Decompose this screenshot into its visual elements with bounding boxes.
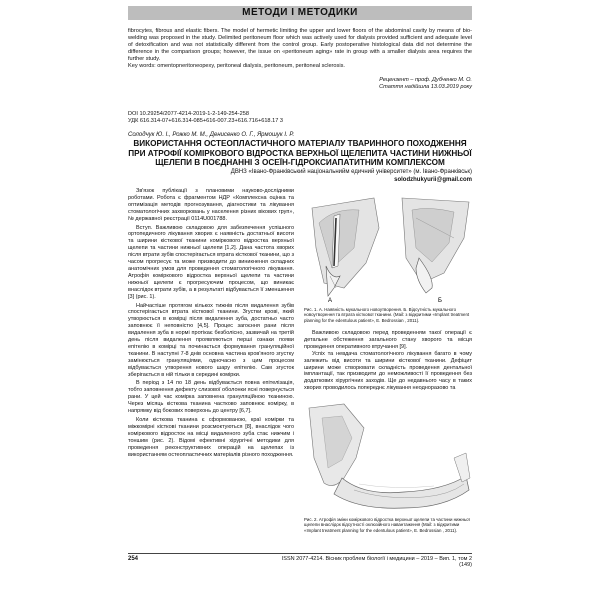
received-date: Стаття надійшла 13.03.2019 року (379, 84, 472, 90)
figure-1-illustration (304, 188, 474, 306)
paragraph: Вступ. Важливою складовою для забезпечення успішного ортопедичного лікування хворих є наявність достатньої висоти та ширини кісткової тканини коміркового відростка верхньої щелепи та частини нижньої щелепи [1,2]. Дана частота хворих після втрати зубів спостерігається втрата кісткової тканини, що з часом прогресує та може призводити до виникнення складних анатомічних умов для проведення стоматологічного лікування. Атрофія коміркового відростка верхньої щелепи та частини нижньої щелепи є прогресуючим процесом, що виникає внаслідок втрати зубів, а в результаті відбувається її зменшення [3] (рис. 1). (128, 224, 294, 300)
right-column (304, 330, 472, 392)
author-email: solodzhukyurii@gmail.com (394, 177, 472, 183)
section-header: МЕТОДИ І МЕТОДИКИ (128, 6, 472, 20)
paragraph: Зв'язок публікації з плановими науково-дослідними роботами. Робота є фрагментом НДР «Комплексна оцінка та оптимізація методів прогнозування, діагностики та лікування стоматологічних захворювань у населення різних вікових груп», № державної реєстрації 0114U001788. (128, 188, 294, 222)
udc: УДК 616.314-07+616.314-085+616-007.23+616.716+618.17 3 (128, 118, 283, 124)
page-number: 254 (128, 556, 139, 562)
figure-1a-label: А (328, 298, 333, 304)
figure-2-mandible-illustration (304, 398, 474, 513)
figure-1-caption: Рис. 1. А. Наявність мукального новоутворення. Б. Відсутність мукального новоутворення та втрата кісткової тканини. (Маil: з відкритими «Implant treatment planning for the edentulous patient», E. Bedrossian , 2011). (304, 307, 470, 323)
paragraph: Успіх та невдача стоматологічного лікування багато в чому залежить від висоти та ширини кісткової тканини. Дефіцит ширини може створювати складність проведення дентальної імплантації, так призводити до неможливості її проведення без додаткових хірургічних заходів. Ще до недавнього часу в таких хворих проводилось попереднє лікування неодноразово та (304, 350, 472, 392)
identifiers (128, 111, 472, 125)
paragraph: Важливою складовою перед проведенням такої операції є детальне обстеження загального стану хворого та місця проведення оперативного втручання [9]. (304, 330, 472, 350)
reviewer-block (128, 77, 472, 91)
left-column (128, 188, 294, 460)
figure-1a-tooth-socket (312, 198, 379, 296)
institution: ДВНЗ «Івано-Франківський національнийм едичний університет» (м. Івано-Франківськ) (230, 169, 472, 175)
paragraph: Коли кісткова тканина є сформованою, краї комірки та міжкомірні кісткові тканини розсмоктуються [8], внаслідок чого коміркового відросток на місці видаленого зуба стає нижчим і тоншим (рис. 2). Відомі ефективні хірургічні методики для проведення реконструктивних операцій на щелепах із використанням остеопластичних матеріалів різного походження. (128, 417, 294, 458)
abstract-block (128, 28, 472, 70)
doi: DOI 10.29254/2077-4214-2019-1-2-149-254-258 (128, 111, 249, 117)
paragraph: Найчастіше протягом кількох тижнів після видалення зубів спостерігається втрата кісткової тканини. Згустки крові, який утворюється в комірці після видалення зуба, достатньо часто заповнює її неповністю [4,5]. Процес загоєння рани після видалення зуба в нормі протікає безболісно, зазвичай на третій день після видалення проявляються перші ознаки появи епітелію в комірці та починається формування грануляційної тканини. В наступні 7-8 днів основна частина кров'яного згустку замінюється грануляціями, одночасно з цим процесом відбувається утворення нового шару епітелію. Сам згусток зберігається в ній тільки в середині комірки. (128, 302, 294, 378)
figure-2-caption: Рис. 2. Атрофія зміни коміркового відростка верхньої щелепи та частини нижньої щелепи внаслідок відсутності оклюзійного навантаження (Маil: з відкритими «Implant treatment planning for the edentulous patient», E. Bedrossian , 2011). (304, 517, 470, 533)
figure-1b-label: Б (438, 298, 442, 304)
keywords: Key words: omentopneritoneopexy, peritoneal dialysis, peritoneum, peritoneal sclerosis. (128, 63, 345, 69)
footer-rule (128, 553, 472, 554)
article-title: ВИКОРИСТАННЯ ОСТЕОПЛАСТИЧНОГО МАТЕРІАЛУ ТВАРИННОГО ПОХОДЖЕННЯ ПРИ АТРОФІЇ КОМІРКОВОГО ВІДРОСТКА ВЕРХНЬОЇ ЩЕЛЕПИТА ЧАСТИНИ НИЖНЬОЇ ЩЕЛЕПИ В ПОЄДНАННІ З ОСЕЇН-ГІДРОКСИАПАТИТНИМ КОМПЛЕКСОМ (128, 139, 472, 167)
authors: Солодчук Ю. І., Рожко М. М., Денисенко О. Г., Ярмошук І. Р. (128, 132, 295, 138)
reviewer-name: Рецензент – проф. Дубченко М. О. (379, 77, 472, 83)
figure-1b-tooth-socket (402, 198, 469, 293)
journal-citation: ISSN 2077-4214. Вісник проблем біології і медицини – 2019 – Вип. 1, том 2 (149) (281, 556, 472, 568)
paragraph: В період з 14 по 18 день відбувається повна епітелізація, тобто заповнення дефекту слизової оболонки ясні повернується рани. У цей час комірка заповнена грануляційною тканиною. Через місяць кісткова тканина частково заповнює комірку, в напрямку від бокових поверхонь до центру [6,7]. (128, 380, 294, 415)
abstract-text: fibrocytes, fibrous and elastic fibers. The model of hermetic limiting the upper and lower floors of the abdominal cavity by means of bio-welding was proposed in the study. Delimited peritoneum floor which was actively used for dialysis provided sufficient and adequate level of detoxification and was not statistically different from the control group. Early postoperative histological data did not determine the difference in the comparison groups; however, the issue on «peritoneum aging» rate in group with a smaller dialysis area requires the further study. (128, 28, 472, 62)
